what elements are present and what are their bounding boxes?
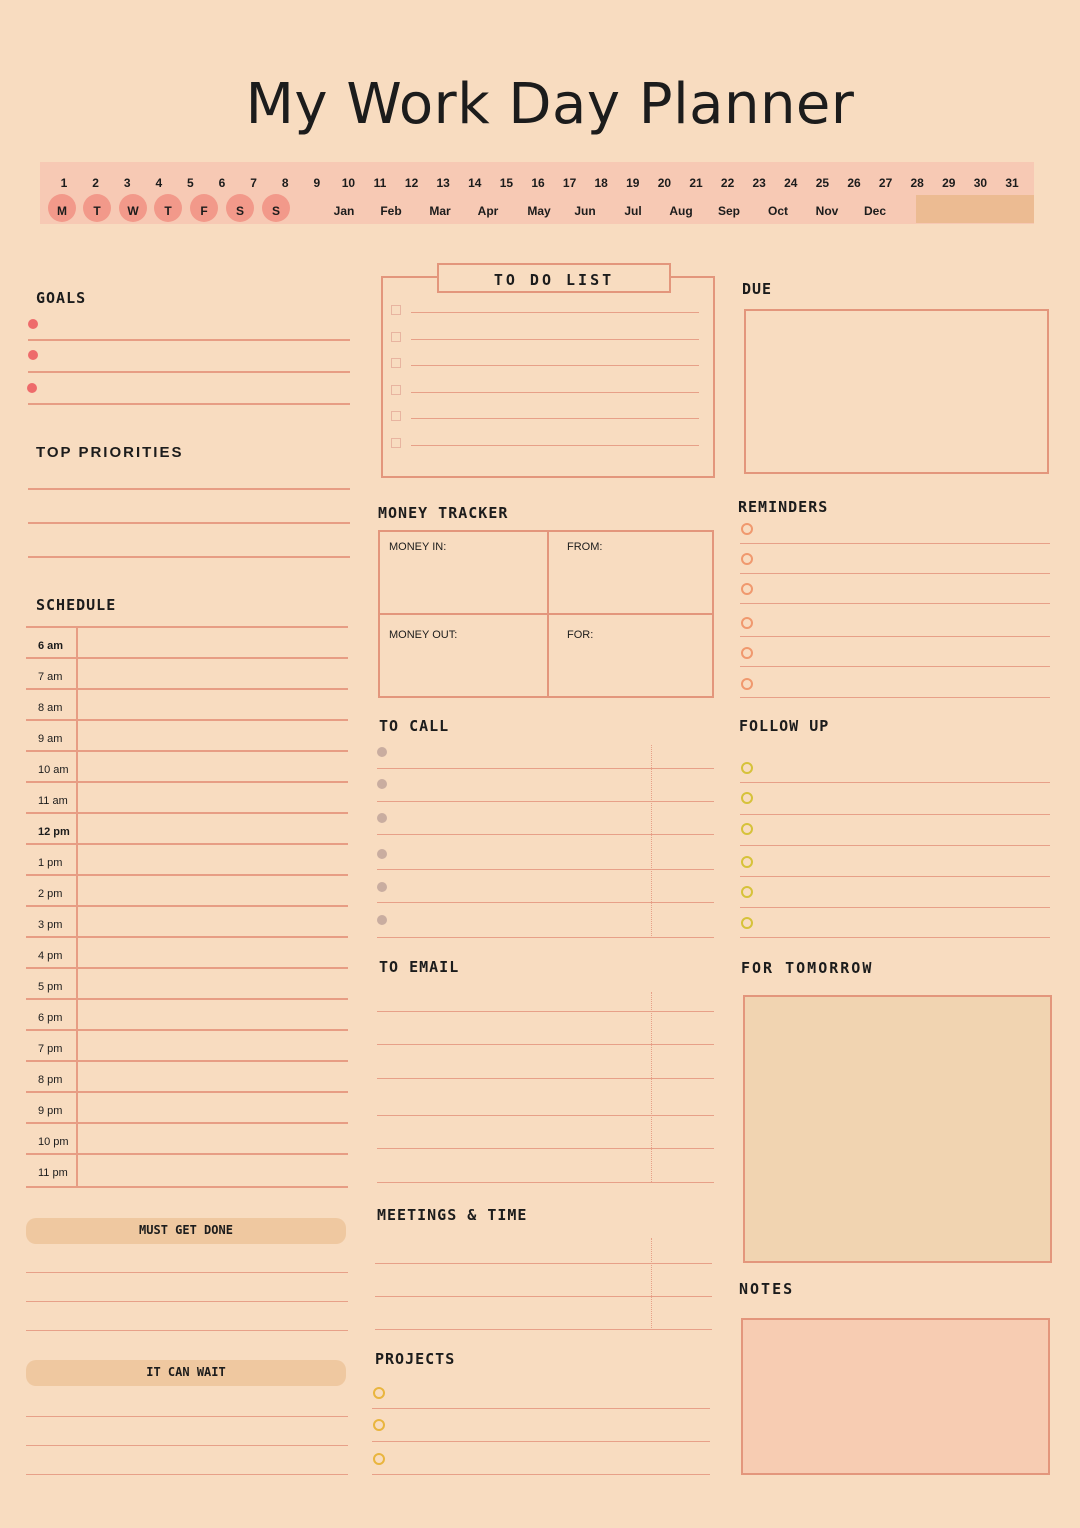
notes-box[interactable]	[741, 1318, 1050, 1475]
schedule-time-label: 11 pm	[38, 1167, 68, 1179]
schedule-time-label: 10 am	[38, 764, 69, 776]
schedule-row[interactable]	[26, 843, 348, 876]
calendar-date[interactable]: 25	[815, 176, 830, 190]
schedule-row[interactable]	[26, 1060, 348, 1093]
calendar-date[interactable]: 13	[436, 176, 450, 190]
todo-checkbox[interactable]	[391, 332, 401, 342]
schedule-time-label: 1 pm	[38, 857, 63, 869]
calendar-date[interactable]: 20	[657, 176, 672, 190]
reminder-line[interactable]	[740, 666, 1050, 667]
schedule-time-label: 6 pm	[38, 1012, 63, 1024]
priority-line[interactable]	[28, 522, 350, 524]
projects-heading: PROJECTS	[375, 1350, 456, 1368]
due-box[interactable]	[744, 309, 1049, 474]
schedule-row[interactable]	[26, 626, 348, 659]
priority-line[interactable]	[28, 488, 350, 490]
calendar-month[interactable]: Oct	[767, 204, 788, 218]
calendar-day[interactable]: S	[271, 204, 280, 218]
calendar-date[interactable]: 19	[626, 176, 640, 190]
schedule-time-label: 7 pm	[38, 1043, 63, 1055]
money-tracker-heading: MONEY TRACKER	[378, 504, 509, 522]
calendar-date[interactable]: 8	[281, 176, 289, 190]
todo-line[interactable]	[411, 392, 699, 393]
calendar-date[interactable]: 28	[910, 176, 924, 190]
calendar-month[interactable]: Jan	[333, 204, 355, 218]
calendar-month[interactable]: Apr	[477, 204, 499, 218]
must-get-done-line[interactable]	[26, 1301, 348, 1302]
it-can-wait-line[interactable]	[26, 1474, 348, 1475]
schedule-time-label: 9 am	[38, 733, 63, 745]
calendar-date[interactable]: 16	[531, 176, 545, 190]
must-get-done-label: MUST GET DONE	[139, 1223, 233, 1237]
call-bullet	[377, 779, 387, 789]
follow-up-line[interactable]	[740, 814, 1050, 815]
todo-box	[381, 276, 715, 478]
reminder-bullet	[741, 617, 753, 629]
call-bullet	[377, 915, 387, 925]
reminder-line[interactable]	[740, 697, 1050, 698]
calendar-date[interactable]: 11	[373, 176, 387, 190]
schedule-heading: SCHEDULE	[36, 596, 117, 614]
from-label: FROM:	[567, 541, 603, 553]
follow-up-line[interactable]	[740, 907, 1050, 908]
calendar-date[interactable]: 30	[973, 176, 988, 190]
to-call-line[interactable]	[377, 801, 714, 802]
calendar-day[interactable]: F	[200, 204, 208, 218]
schedule-row[interactable]	[26, 1091, 348, 1124]
todo-line[interactable]	[411, 312, 699, 313]
calendar-month[interactable]: Mar	[429, 204, 451, 218]
calendar-day[interactable]: S	[235, 204, 244, 218]
meeting-line[interactable]	[375, 1296, 712, 1297]
to-email-line[interactable]	[377, 1078, 714, 1079]
todo-heading: TO DO LIST	[493, 271, 615, 289]
calendar-month[interactable]: Dec	[863, 204, 886, 218]
schedule-time-label: 8 pm	[38, 1074, 63, 1086]
follow-up-bullet	[741, 917, 753, 929]
calendar-date[interactable]: 7	[250, 176, 257, 190]
project-bullet	[373, 1419, 385, 1431]
schedule-row[interactable]	[26, 936, 348, 969]
to-email-line[interactable]	[377, 1011, 714, 1012]
schedule-time-label: 4 pm	[38, 950, 63, 962]
schedule-divider	[76, 626, 78, 1186]
schedule-row[interactable]	[26, 750, 348, 783]
call-bullet	[377, 849, 387, 859]
calendar-fill-block	[916, 195, 1034, 223]
it-can-wait-banner	[26, 1360, 346, 1386]
goal-line[interactable]	[28, 339, 350, 341]
follow-up-heading: FOLLOW UP	[739, 717, 830, 735]
it-can-wait-label: IT CAN WAIT	[146, 1365, 226, 1379]
must-get-done-line[interactable]	[26, 1330, 348, 1331]
call-bullet	[377, 813, 387, 823]
goal-line[interactable]	[28, 371, 350, 373]
meetings-divider	[651, 1238, 652, 1330]
calendar-date[interactable]: 14	[468, 176, 482, 190]
reminder-bullet	[741, 523, 753, 535]
project-line[interactable]	[372, 1441, 710, 1442]
schedule-time-label: 6 am	[38, 640, 64, 652]
follow-up-bullet	[741, 886, 753, 898]
calendar-date[interactable]: 23	[752, 176, 766, 190]
to-email-heading: TO EMAIL	[379, 958, 460, 976]
calendar-month[interactable]: Feb	[380, 204, 402, 218]
calendar-date[interactable]: 3	[123, 176, 131, 190]
reminder-bullet	[741, 647, 753, 659]
money-h-divider	[378, 613, 714, 615]
todo-title-box	[437, 263, 671, 293]
to-email-line[interactable]	[377, 1044, 714, 1045]
call-bullet	[377, 882, 387, 892]
schedule-time-label: 5 pm	[38, 981, 63, 993]
to-call-heading: TO CALL	[379, 717, 450, 735]
calendar-strip	[40, 162, 1034, 224]
schedule-time-label: 7 am	[38, 671, 63, 683]
calendar-date[interactable]: 2	[92, 176, 99, 190]
calendar-dates	[54, 176, 1034, 194]
schedule-time-label: 10 pm	[38, 1136, 69, 1148]
calendar-date[interactable]: 24	[784, 176, 798, 190]
to-email-line[interactable]	[377, 1148, 714, 1149]
schedule-time-label: 12 pm	[38, 826, 70, 838]
notes-heading: NOTES	[739, 1280, 795, 1298]
must-get-done-line[interactable]	[26, 1272, 348, 1273]
calendar-day[interactable]: M	[57, 204, 67, 218]
to-call-line[interactable]	[377, 902, 714, 903]
calendar-date[interactable]: 29	[942, 176, 956, 190]
calendar-date[interactable]: 10	[341, 176, 356, 190]
calendar-date[interactable]: 9	[313, 176, 321, 190]
money-in-label: MONEY IN:	[389, 541, 447, 553]
goal-bullet	[28, 319, 38, 329]
todo-line[interactable]	[411, 445, 699, 446]
meeting-line[interactable]	[375, 1329, 712, 1330]
follow-up-bullet	[741, 823, 753, 835]
calendar-month[interactable]: May	[527, 204, 551, 218]
todo-checkbox[interactable]	[391, 358, 401, 368]
calendar-date[interactable]: 4	[155, 176, 163, 190]
calendar-date[interactable]: 1	[60, 176, 68, 190]
schedule-time-label: 3 pm	[38, 919, 63, 931]
goal-line[interactable]	[28, 403, 350, 405]
goal-bullet	[27, 383, 37, 393]
calendar-date[interactable]: 18	[594, 176, 608, 190]
money-out-label: MONEY OUT:	[389, 629, 458, 641]
schedule-row[interactable]	[26, 1122, 348, 1155]
calendar-date[interactable]: 27	[878, 176, 893, 190]
follow-up-line[interactable]	[740, 876, 1050, 877]
must-get-done-banner	[26, 1218, 346, 1244]
todo-checkbox[interactable]	[391, 305, 401, 315]
calendar-date[interactable]: 31	[1005, 176, 1019, 190]
calendar-date[interactable]: 12	[404, 176, 419, 190]
todo-checkbox[interactable]	[391, 385, 401, 395]
calendar-day[interactable]: T	[93, 204, 101, 218]
schedule-row[interactable]	[26, 657, 348, 690]
schedule-row[interactable]	[26, 998, 348, 1031]
schedule-bottom-line	[26, 1186, 348, 1188]
due-heading: DUE	[742, 280, 773, 298]
to-email-divider	[651, 992, 652, 1182]
schedule-row[interactable]	[26, 688, 348, 721]
reminder-line[interactable]	[740, 636, 1050, 637]
reminder-line[interactable]	[740, 573, 1050, 574]
for-tomorrow-box[interactable]	[743, 995, 1052, 1263]
top-priorities-heading: TOP PRIORITIES	[36, 444, 184, 461]
calendar-date[interactable]: 22	[720, 176, 735, 190]
project-bullet	[373, 1453, 385, 1465]
calendar-month[interactable]: Nov	[815, 204, 839, 218]
todo-line[interactable]	[411, 365, 699, 366]
project-line[interactable]	[372, 1474, 710, 1475]
calendar-month[interactable]: Jul	[624, 204, 642, 218]
project-bullet	[373, 1387, 385, 1399]
follow-up-line[interactable]	[740, 782, 1050, 783]
it-can-wait-line[interactable]	[26, 1416, 348, 1417]
schedule-row[interactable]	[26, 719, 348, 752]
schedule-time-label: 2 pm	[38, 888, 63, 900]
reminder-bullet	[741, 583, 753, 595]
calendar-days-months	[40, 196, 1034, 222]
schedule-time-label: 9 pm	[38, 1105, 63, 1117]
follow-up-bullet	[741, 762, 753, 774]
schedule-time-label: 8 am	[38, 702, 63, 714]
todo-line[interactable]	[411, 339, 699, 340]
to-call-line[interactable]	[377, 768, 714, 769]
calendar-month[interactable]: Sep	[717, 204, 740, 218]
goals-heading: GOALS	[36, 289, 87, 307]
calendar-date[interactable]: 21	[689, 176, 703, 190]
calendar-date[interactable]: 17	[562, 176, 577, 190]
follow-up-line[interactable]	[740, 845, 1050, 846]
calendar-day[interactable]: T	[164, 204, 172, 218]
for-tomorrow-heading: FOR TOMORROW	[741, 959, 874, 977]
call-bullet	[377, 747, 387, 757]
page-title: My Work Day Planner	[245, 72, 855, 137]
schedule-row[interactable]	[26, 1153, 348, 1186]
schedule-row[interactable]	[26, 874, 348, 907]
calendar-month[interactable]: Aug	[669, 204, 693, 218]
schedule-row[interactable]	[26, 967, 348, 1000]
project-line[interactable]	[372, 1408, 710, 1409]
schedule-time-label: 11 am	[38, 795, 68, 807]
todo-checkbox[interactable]	[391, 438, 401, 448]
to-call-divider	[651, 745, 652, 938]
calendar-day[interactable]: W	[127, 204, 139, 218]
follow-up-bullet	[741, 792, 753, 804]
calendar-date[interactable]: 26	[847, 176, 861, 190]
calendar-month[interactable]: Jun	[574, 204, 596, 218]
to-call-line[interactable]	[377, 869, 714, 870]
reminder-bullet	[741, 678, 753, 690]
schedule-row[interactable]	[26, 1029, 348, 1062]
schedule-row[interactable]	[26, 781, 348, 814]
to-call-line[interactable]	[377, 937, 714, 938]
to-email-line[interactable]	[377, 1115, 714, 1116]
todo-line[interactable]	[411, 418, 699, 419]
for-label: FOR:	[567, 629, 594, 641]
calendar-date[interactable]: 6	[218, 176, 226, 190]
reminders-heading: REMINDERS	[738, 498, 829, 516]
schedule-row[interactable]	[26, 905, 348, 938]
calendar-date[interactable]: 5	[187, 176, 194, 190]
it-can-wait-line[interactable]	[26, 1445, 348, 1446]
priority-line[interactable]	[28, 556, 350, 558]
to-call-line[interactable]	[377, 834, 714, 835]
reminder-bullet	[741, 553, 753, 565]
follow-up-bullet	[741, 856, 753, 868]
meetings-heading: MEETINGS & TIME	[377, 1206, 528, 1224]
reminder-line[interactable]	[740, 543, 1050, 544]
follow-up-line[interactable]	[740, 937, 1050, 938]
meeting-line[interactable]	[375, 1263, 712, 1264]
goal-bullet	[28, 350, 38, 360]
todo-checkbox[interactable]	[391, 411, 401, 421]
schedule-row[interactable]	[26, 812, 348, 845]
to-email-line[interactable]	[377, 1182, 714, 1183]
calendar-date[interactable]: 15	[499, 176, 514, 190]
reminder-line[interactable]	[740, 603, 1050, 604]
